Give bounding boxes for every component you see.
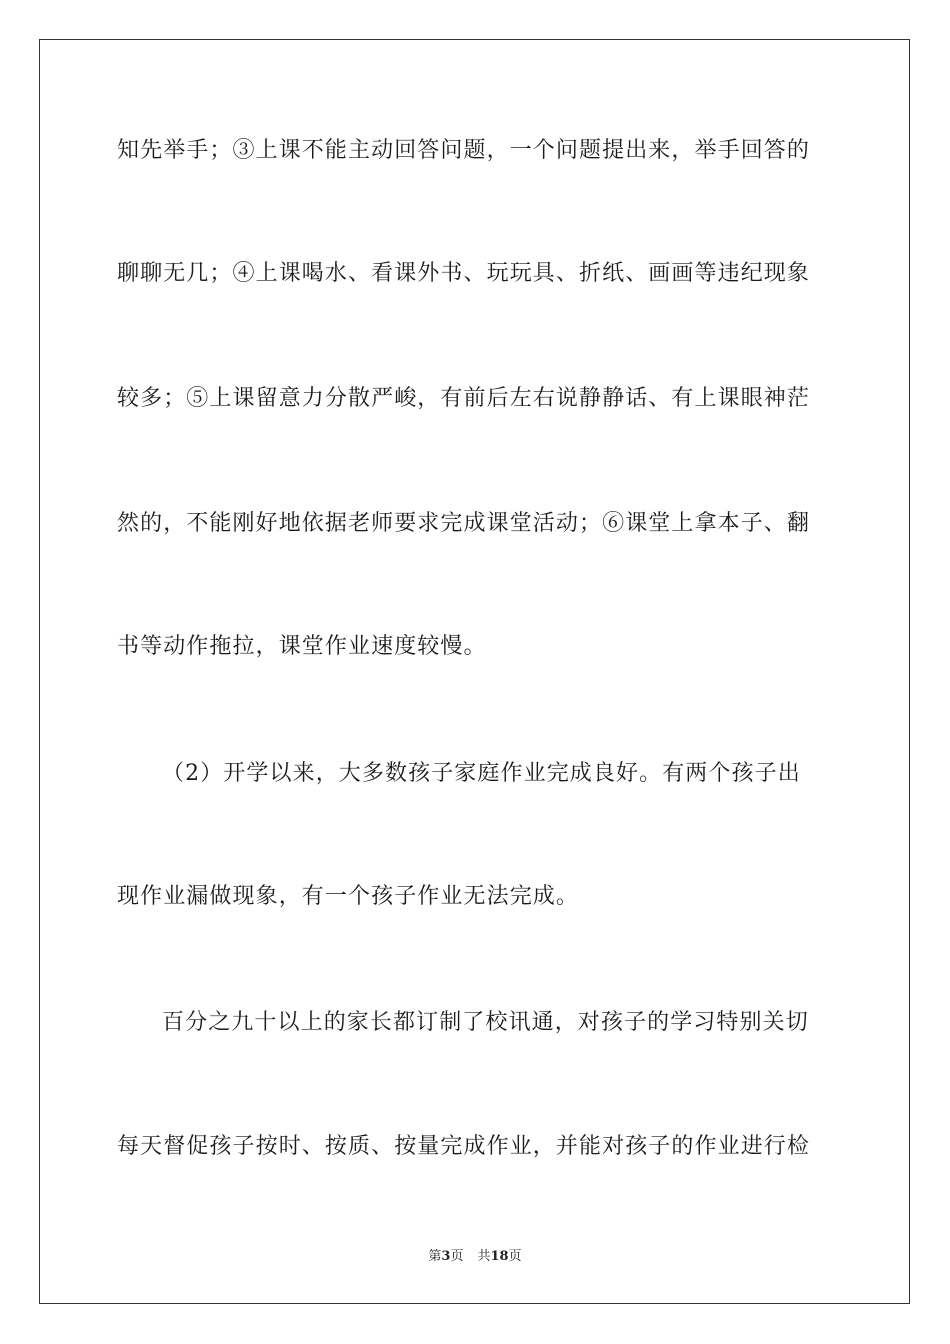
page-suffix: 页 bbox=[450, 1249, 464, 1264]
page-number: 3 bbox=[441, 1249, 451, 1264]
page-border bbox=[39, 39, 910, 1304]
text-line-5: 书等动作拖拉，课堂作业速度较慢。 bbox=[117, 634, 487, 659]
total-prefix: 共 bbox=[477, 1249, 491, 1264]
text-line-3: 较多；⑤上课留意力分散严峻，有前后左右说静静话、有上课眼神茫 bbox=[117, 386, 811, 411]
total-pages: 18 bbox=[490, 1249, 509, 1264]
text-line-8: 百分之九十以上的家长都订制了校讯通，对孩子的学习特别关切 bbox=[162, 1010, 809, 1035]
text-line-6: （2）开学以来，大多数孩子家庭作业完成良好。有两个孩子出 bbox=[162, 761, 801, 786]
text-line-9: 每天督促孩子按时、按质、按量完成作业，并能对孩子的作业进行检 bbox=[117, 1134, 811, 1159]
text-line-7: 现作业漏做现象，有一个孩子作业无法完成。 bbox=[117, 884, 580, 909]
text-line-4: 然的，不能刚好地依据老师要求完成课堂活动；⑥课堂上拿本子、翻 bbox=[117, 511, 811, 536]
total-suffix: 页 bbox=[508, 1249, 522, 1264]
page-prefix: 第 bbox=[428, 1249, 442, 1264]
page-footer bbox=[0, 1248, 950, 1266]
text-line-1: 知先举手；③上课不能主动回答问题，一个问题提出来，举手回答的 bbox=[117, 138, 811, 163]
text-line-2: 聊聊无几；④上课喝水、看课外书、玩玩具、折纸、画画等违纪现象 bbox=[117, 261, 811, 286]
